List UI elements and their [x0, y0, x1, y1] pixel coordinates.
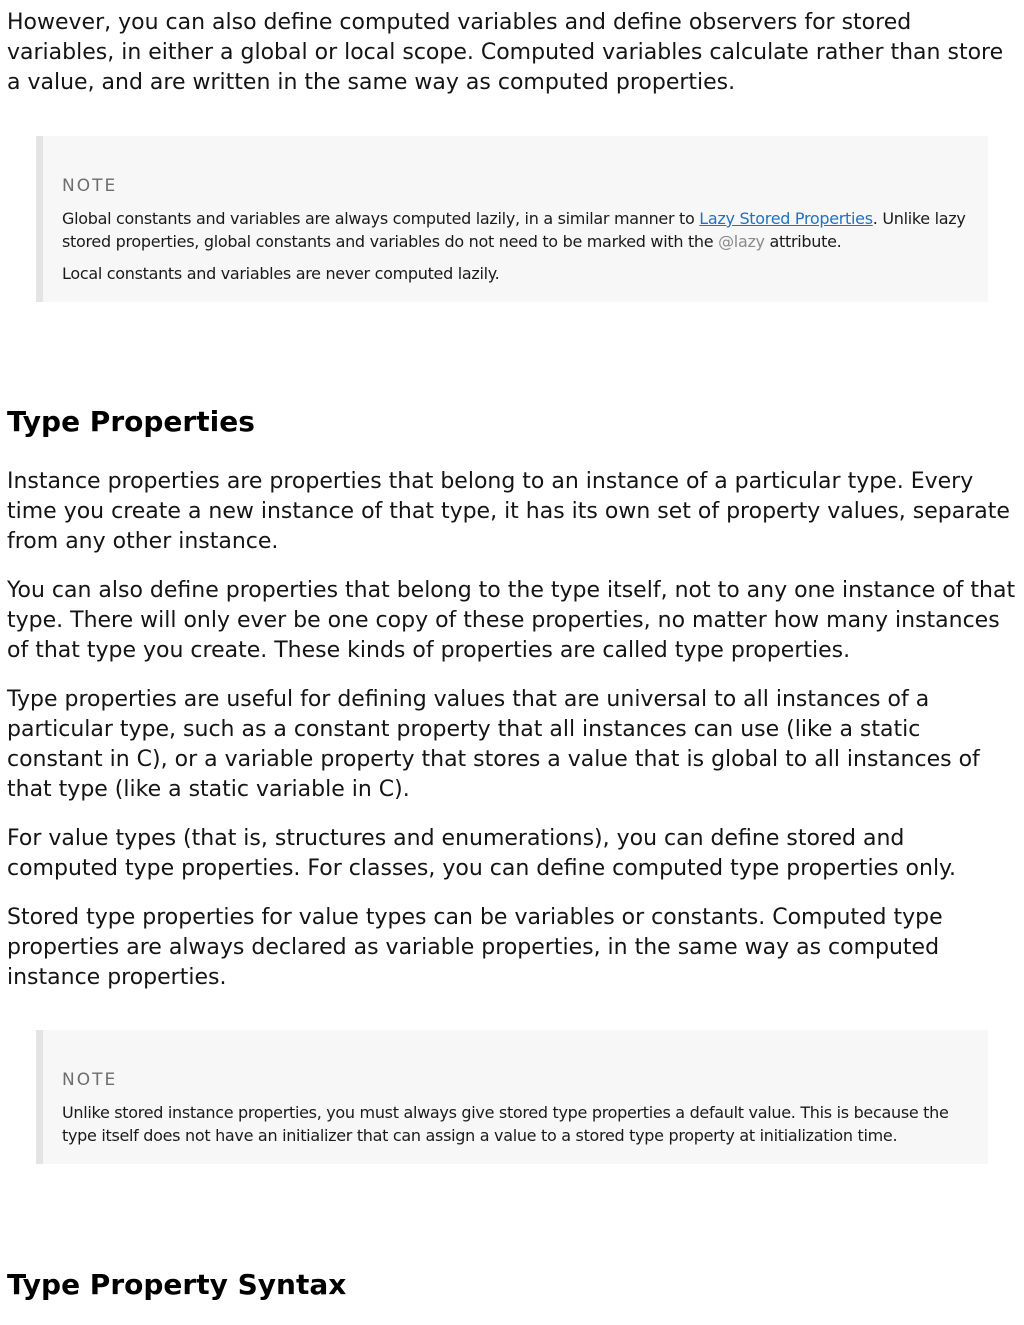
note-box-lazy: [36, 136, 988, 302]
note-text-default-value: Unlike stored instance properties, you must always give stored type properties a default value. This is because the type itself does not have an initializer that can assign a value to a stored type property at initialization time.: [62, 1103, 949, 1145]
note-label: NOTE: [62, 1070, 118, 1090]
note-label: NOTE: [62, 176, 118, 196]
paragraph-type-properties-useful: Type properties are useful for defining values that are universal to all instances of a particular type, such as a constant property that all instances can use (like a static constant in C), or a variable property that stores a value that is global to all instances of that type (like a static variable in C).: [7, 687, 980, 802]
heading-type-property-syntax: Type Property Syntax: [7, 1268, 347, 1301]
note-text-local-constants: Local constants and variables are never computed lazily.: [62, 264, 500, 283]
intro-paragraph: However, you can also define computed variables and define observers for stored variables, in either a global or local scope. Computed variables calculate rather than store a value, and are written in the same way as computed properties.: [7, 10, 1004, 95]
paragraph-value-types: For value types (that is, structures and enumerations), you can define stored and computed type properties. For classes, you can define computed type properties only.: [7, 826, 956, 881]
lazy-attribute-code: @lazy: [718, 232, 765, 251]
paragraph-instance-properties: Instance properties are properties that belong to an instance of a particular type. Every time you create a new instance of that type, it has its own set of property values, separate from any other instance.: [7, 469, 1010, 554]
note-box-default-value: [36, 1030, 988, 1164]
note-text-lazy-globals: [62, 207, 977, 253]
note-text-segment: attribute.: [764, 232, 842, 251]
note-text-segment: Global constants and variables are always computed lazily, in a similar manner to: [62, 209, 700, 228]
heading-type-properties: Type Properties: [7, 405, 255, 438]
paragraph-type-itself: You can also define properties that belong to the type itself, not to any one instance of that type. There will only ever be one copy of these properties, no matter how many instances of that type you create. These kinds of properties are called type properties.: [7, 578, 1016, 663]
paragraph-stored-type-properties: Stored type properties for value types can be variables or constants. Computed type properties are always declared as variable properties, in the same way as computed instance properties.: [7, 905, 943, 990]
lazy-stored-properties-link[interactable]: Lazy Stored Properties: [699, 209, 873, 228]
note-text-segment: . Unlike lazy stored properties, global constants and variables do not need to be marked with the: [62, 209, 966, 251]
